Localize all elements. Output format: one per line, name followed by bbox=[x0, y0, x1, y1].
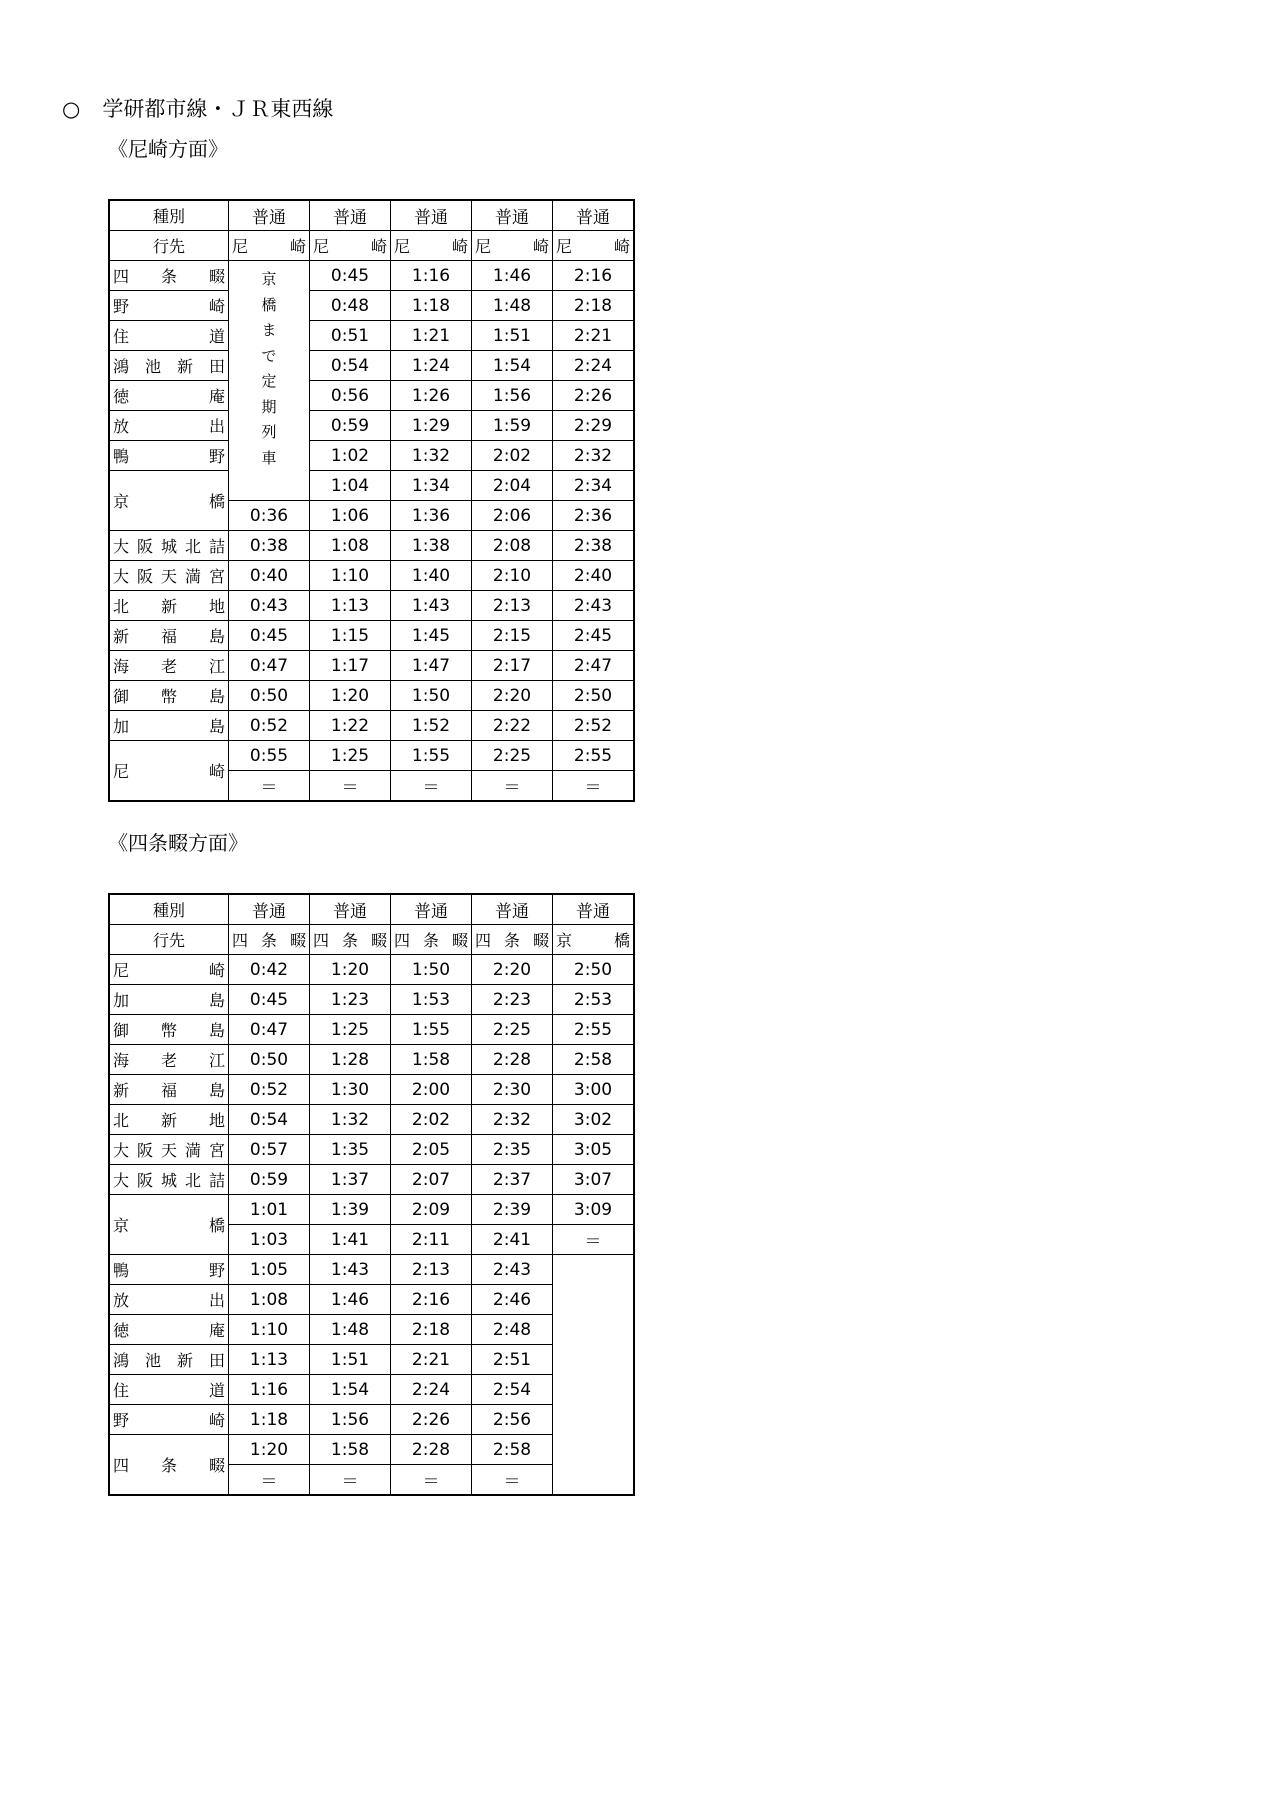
time-cell: 2:40 bbox=[553, 561, 635, 591]
time-cell: 1:13 bbox=[229, 1345, 310, 1375]
time-cell: 0:45 bbox=[310, 261, 391, 291]
section-heading-shijonawate: 《四条畷方面》 bbox=[108, 831, 248, 855]
time-cell: 1:45 bbox=[391, 621, 472, 651]
time-cell: 2:28 bbox=[391, 1435, 472, 1465]
station-name: 京橋 bbox=[109, 471, 229, 531]
time-cell: 0:54 bbox=[310, 351, 391, 381]
table-row bbox=[109, 321, 634, 351]
time-cell: 0:47 bbox=[229, 1015, 310, 1045]
table-row bbox=[109, 591, 634, 621]
station-name: 大阪城北詰 bbox=[109, 1165, 229, 1195]
time-cell: 2:09 bbox=[391, 1195, 472, 1225]
station-name: 加島 bbox=[109, 985, 229, 1015]
time-cell: 1:52 bbox=[391, 711, 472, 741]
time-cell: 1:03 bbox=[229, 1225, 310, 1255]
time-cell: 2:50 bbox=[553, 955, 635, 985]
table-row bbox=[109, 621, 634, 651]
time-cell: 1:48 bbox=[472, 291, 553, 321]
train-destination: 四 条 畷 bbox=[229, 925, 310, 955]
time-cell: 2:20 bbox=[472, 955, 553, 985]
time-cell: 2:25 bbox=[472, 741, 553, 771]
time-cell: 1:05 bbox=[229, 1255, 310, 1285]
time-cell: 3:00 bbox=[553, 1075, 635, 1105]
time-cell: 2:18 bbox=[553, 291, 635, 321]
time-cell: 0:40 bbox=[229, 561, 310, 591]
time-cell: 2:20 bbox=[472, 681, 553, 711]
time-cell: 0:54 bbox=[229, 1105, 310, 1135]
time-cell: ＝ bbox=[310, 1465, 391, 1496]
train-type: 普通 bbox=[553, 200, 635, 231]
time-cell: 2:16 bbox=[391, 1285, 472, 1315]
time-cell: 1:16 bbox=[391, 261, 472, 291]
time-cell: ＝ bbox=[310, 771, 391, 802]
time-cell: 1:43 bbox=[391, 591, 472, 621]
time-cell: 0:38 bbox=[229, 531, 310, 561]
time-cell: 1:35 bbox=[310, 1135, 391, 1165]
time-cell: 2:48 bbox=[472, 1315, 553, 1345]
note-char: 期 bbox=[261, 397, 277, 416]
time-cell: 2:50 bbox=[553, 681, 635, 711]
train-type: 普通 bbox=[229, 894, 310, 925]
page-title bbox=[62, 93, 333, 123]
time-cell: 1:41 bbox=[310, 1225, 391, 1255]
time-cell: 1:30 bbox=[310, 1075, 391, 1105]
station-name: 野崎 bbox=[109, 1405, 229, 1435]
time-cell: 1:58 bbox=[391, 1045, 472, 1075]
time-cell: 2:23 bbox=[472, 985, 553, 1015]
time-cell: 3:05 bbox=[553, 1135, 635, 1165]
table-row bbox=[109, 1045, 634, 1075]
time-cell: 0:48 bbox=[310, 291, 391, 321]
header-row-type bbox=[109, 894, 634, 925]
time-cell: 0:50 bbox=[229, 1045, 310, 1075]
note-char: で bbox=[261, 346, 277, 365]
time-cell: 1:10 bbox=[310, 561, 391, 591]
time-cell: 1:23 bbox=[310, 985, 391, 1015]
train-type: 普通 bbox=[310, 200, 391, 231]
time-cell: 1:13 bbox=[310, 591, 391, 621]
time-cell: 1:06 bbox=[310, 501, 391, 531]
time-cell: 1:18 bbox=[229, 1405, 310, 1435]
train-destination: 尼 崎 bbox=[553, 231, 635, 261]
time-cell: 2:39 bbox=[472, 1195, 553, 1225]
time-cell: 2:10 bbox=[472, 561, 553, 591]
time-cell: 1:46 bbox=[310, 1285, 391, 1315]
table-row bbox=[109, 441, 634, 471]
time-cell: 1:54 bbox=[310, 1375, 391, 1405]
time-cell: 1:25 bbox=[310, 741, 391, 771]
time-cell: 1:22 bbox=[310, 711, 391, 741]
time-cell: 2:26 bbox=[553, 381, 635, 411]
table-row bbox=[109, 711, 634, 741]
table-row bbox=[109, 1135, 634, 1165]
time-cell: 0:51 bbox=[310, 321, 391, 351]
time-cell: 2:24 bbox=[391, 1375, 472, 1405]
station-name: 住道 bbox=[109, 321, 229, 351]
time-cell: 2:21 bbox=[391, 1345, 472, 1375]
table-row bbox=[109, 381, 634, 411]
time-cell: 2:05 bbox=[391, 1135, 472, 1165]
time-cell: 2:22 bbox=[472, 711, 553, 741]
time-cell: 1:16 bbox=[229, 1375, 310, 1405]
train-type: 普通 bbox=[553, 894, 635, 925]
time-cell: 1:04 bbox=[310, 471, 391, 501]
time-cell: 1:37 bbox=[310, 1165, 391, 1195]
section-heading-amagasaki: 《尼崎方面》 bbox=[108, 137, 228, 161]
time-cell: 2:38 bbox=[553, 531, 635, 561]
time-cell: 1:26 bbox=[391, 381, 472, 411]
note-char: 列 bbox=[261, 423, 277, 441]
station-name: 新福島 bbox=[109, 1075, 229, 1105]
time-cell: 1:32 bbox=[310, 1105, 391, 1135]
time-cell: 2:36 bbox=[553, 501, 635, 531]
circle-mark: ○ bbox=[62, 97, 81, 121]
station-name: 住道 bbox=[109, 1375, 229, 1405]
time-cell: 2:16 bbox=[553, 261, 635, 291]
station-name: 鴨野 bbox=[109, 1255, 229, 1285]
time-cell: 0:59 bbox=[229, 1165, 310, 1195]
time-cell: 1:34 bbox=[391, 471, 472, 501]
time-cell: 1:18 bbox=[391, 291, 472, 321]
time-cell: 1:17 bbox=[310, 651, 391, 681]
train-destination: 尼 崎 bbox=[310, 231, 391, 261]
time-cell: 2:13 bbox=[472, 591, 553, 621]
time-cell: 1:56 bbox=[310, 1405, 391, 1435]
time-cell: 2:08 bbox=[472, 531, 553, 561]
station-name: 尼崎 bbox=[109, 741, 229, 802]
time-cell: 2:32 bbox=[553, 441, 635, 471]
time-cell: 0:50 bbox=[229, 681, 310, 711]
time-cell: 0:45 bbox=[229, 621, 310, 651]
time-cell: 2:53 bbox=[553, 985, 635, 1015]
time-cell: 2:46 bbox=[472, 1285, 553, 1315]
time-cell: 1:10 bbox=[229, 1315, 310, 1345]
train-destination: 四 条 畷 bbox=[472, 925, 553, 955]
note-char: 車 bbox=[261, 448, 277, 467]
time-cell: 1:56 bbox=[472, 381, 553, 411]
destination-label: 行先 bbox=[109, 925, 229, 955]
time-cell: 1:20 bbox=[310, 955, 391, 985]
table-row bbox=[109, 1105, 634, 1135]
time-cell: ＝ bbox=[229, 1465, 310, 1496]
time-cell: 1:55 bbox=[391, 741, 472, 771]
time-cell: 1:58 bbox=[310, 1435, 391, 1465]
time-cell: 1:28 bbox=[310, 1045, 391, 1075]
time-cell: 1:43 bbox=[310, 1255, 391, 1285]
train-destination: 尼 崎 bbox=[229, 231, 310, 261]
time-cell: 1:32 bbox=[391, 441, 472, 471]
station-name: 放出 bbox=[109, 1285, 229, 1315]
table-row bbox=[109, 351, 634, 381]
time-cell: 1:25 bbox=[310, 1015, 391, 1045]
note-cell bbox=[229, 261, 310, 501]
station-name: 大阪天満宮 bbox=[109, 561, 229, 591]
time-cell: 1:39 bbox=[310, 1195, 391, 1225]
time-cell: 2:00 bbox=[391, 1075, 472, 1105]
station-name: 放出 bbox=[109, 411, 229, 441]
time-cell: 1:01 bbox=[229, 1195, 310, 1225]
time-cell: 2:06 bbox=[472, 501, 553, 531]
station-name: 北新地 bbox=[109, 591, 229, 621]
timetable-amagasaki bbox=[108, 199, 635, 802]
note-char: 定 bbox=[261, 372, 277, 390]
time-cell: 1:51 bbox=[472, 321, 553, 351]
time-cell: 2:56 bbox=[472, 1405, 553, 1435]
time-cell: 2:34 bbox=[553, 471, 635, 501]
table-row bbox=[109, 1195, 634, 1225]
time-cell: 0:52 bbox=[229, 1075, 310, 1105]
time-cell: 2:13 bbox=[391, 1255, 472, 1285]
train-destination: 尼 崎 bbox=[391, 231, 472, 261]
time-cell: 0:43 bbox=[229, 591, 310, 621]
station-name: 鴻池新田 bbox=[109, 351, 229, 381]
time-cell: 1:38 bbox=[391, 531, 472, 561]
time-cell: 2:52 bbox=[553, 711, 635, 741]
time-cell: 1:50 bbox=[391, 681, 472, 711]
header-row-type bbox=[109, 200, 634, 231]
time-cell: ＝ bbox=[229, 771, 310, 802]
header-row-destination bbox=[109, 925, 634, 955]
train-type: 普通 bbox=[472, 894, 553, 925]
table-row bbox=[109, 741, 634, 771]
time-cell: 2:11 bbox=[391, 1225, 472, 1255]
time-cell: 1:15 bbox=[310, 621, 391, 651]
time-cell: 2:43 bbox=[472, 1255, 553, 1285]
station-name: 加島 bbox=[109, 711, 229, 741]
time-cell: ＝ bbox=[472, 1465, 553, 1496]
time-cell: 1:40 bbox=[391, 561, 472, 591]
table-row bbox=[109, 561, 634, 591]
time-cell: 2:47 bbox=[553, 651, 635, 681]
time-cell: 1:29 bbox=[391, 411, 472, 441]
time-cell: 0:52 bbox=[229, 711, 310, 741]
time-cell: ＝ bbox=[553, 1225, 635, 1255]
time-cell: 1:36 bbox=[391, 501, 472, 531]
table-row bbox=[109, 471, 634, 501]
station-name: 北新地 bbox=[109, 1105, 229, 1135]
time-cell: 1:55 bbox=[391, 1015, 472, 1045]
time-cell: 2:21 bbox=[553, 321, 635, 351]
table-row bbox=[109, 1075, 634, 1105]
time-cell: 1:21 bbox=[391, 321, 472, 351]
table-row bbox=[109, 531, 634, 561]
table-row bbox=[109, 985, 634, 1015]
station-name: 御幣島 bbox=[109, 681, 229, 711]
time-cell: 2:55 bbox=[553, 741, 635, 771]
type-label: 種別 bbox=[109, 894, 229, 925]
train-destination: 四 条 畷 bbox=[310, 925, 391, 955]
time-cell: ＝ bbox=[391, 771, 472, 802]
time-cell: 2:55 bbox=[553, 1015, 635, 1045]
time-cell: 3:02 bbox=[553, 1105, 635, 1135]
time-cell: 2:41 bbox=[472, 1225, 553, 1255]
time-cell: 0:57 bbox=[229, 1135, 310, 1165]
time-cell: 0:47 bbox=[229, 651, 310, 681]
table-row bbox=[109, 681, 634, 711]
time-cell: 2:18 bbox=[391, 1315, 472, 1345]
time-cell: 1:02 bbox=[310, 441, 391, 471]
table-row bbox=[109, 411, 634, 441]
time-cell: 0:55 bbox=[229, 741, 310, 771]
time-cell: 2:32 bbox=[472, 1105, 553, 1135]
train-destination: 尼 崎 bbox=[472, 231, 553, 261]
time-cell: 2:17 bbox=[472, 651, 553, 681]
time-cell: 2:02 bbox=[391, 1105, 472, 1135]
station-name: 京橋 bbox=[109, 1195, 229, 1255]
header-row-destination bbox=[109, 231, 634, 261]
time-cell: 3:09 bbox=[553, 1195, 635, 1225]
station-name: 四条畷 bbox=[109, 261, 229, 291]
table-row bbox=[109, 1015, 634, 1045]
table-row bbox=[109, 651, 634, 681]
timetable-shijonawate bbox=[108, 893, 635, 1496]
time-cell: 0:59 bbox=[310, 411, 391, 441]
time-cell: 1:48 bbox=[310, 1315, 391, 1345]
time-cell: 1:20 bbox=[310, 681, 391, 711]
time-cell: 2:45 bbox=[553, 621, 635, 651]
time-cell: 2:29 bbox=[553, 411, 635, 441]
time-cell: 2:30 bbox=[472, 1075, 553, 1105]
table-row bbox=[109, 291, 634, 321]
table-row bbox=[109, 955, 634, 985]
destination-label: 行先 bbox=[109, 231, 229, 261]
time-cell: 2:26 bbox=[391, 1405, 472, 1435]
train-type: 普通 bbox=[472, 200, 553, 231]
station-name: 野崎 bbox=[109, 291, 229, 321]
time-cell: 3:07 bbox=[553, 1165, 635, 1195]
time-cell: 2:51 bbox=[472, 1345, 553, 1375]
time-cell: 1:46 bbox=[472, 261, 553, 291]
time-cell: 2:15 bbox=[472, 621, 553, 651]
train-type: 普通 bbox=[391, 894, 472, 925]
time-cell: 2:25 bbox=[472, 1015, 553, 1045]
station-name: 大阪天満宮 bbox=[109, 1135, 229, 1165]
time-cell: 2:02 bbox=[472, 441, 553, 471]
time-cell: 2:58 bbox=[553, 1045, 635, 1075]
station-name: 海老江 bbox=[109, 1045, 229, 1075]
station-name: 鴨野 bbox=[109, 441, 229, 471]
time-cell: 1:54 bbox=[472, 351, 553, 381]
table-row bbox=[109, 1255, 634, 1285]
time-cell: 1:51 bbox=[310, 1345, 391, 1375]
time-cell: 2:43 bbox=[553, 591, 635, 621]
train-type: 普通 bbox=[310, 894, 391, 925]
time-cell: 1:24 bbox=[391, 351, 472, 381]
note-char: ま bbox=[261, 321, 277, 339]
title-text: 学研都市線・ＪＲ東西線 bbox=[102, 97, 334, 121]
station-name: 尼崎 bbox=[109, 955, 229, 985]
train-type: 普通 bbox=[229, 200, 310, 231]
station-name: 徳庵 bbox=[109, 381, 229, 411]
station-name: 海老江 bbox=[109, 651, 229, 681]
time-cell: 1:53 bbox=[391, 985, 472, 1015]
empty-cell bbox=[553, 1255, 635, 1496]
time-cell: 1:08 bbox=[229, 1285, 310, 1315]
time-cell: 2:35 bbox=[472, 1135, 553, 1165]
time-cell: ＝ bbox=[391, 1465, 472, 1496]
time-cell: 1:08 bbox=[310, 531, 391, 561]
time-cell: 1:59 bbox=[472, 411, 553, 441]
time-cell: 2:37 bbox=[472, 1165, 553, 1195]
train-destination: 京 橋 bbox=[553, 925, 635, 955]
note-char: 橋 bbox=[261, 295, 277, 314]
station-name: 新福島 bbox=[109, 621, 229, 651]
time-cell: 1:50 bbox=[391, 955, 472, 985]
station-name: 鴻池新田 bbox=[109, 1345, 229, 1375]
time-cell: ＝ bbox=[553, 771, 635, 802]
time-cell: 1:47 bbox=[391, 651, 472, 681]
time-cell: 2:07 bbox=[391, 1165, 472, 1195]
station-name: 徳庵 bbox=[109, 1315, 229, 1345]
time-cell: 2:54 bbox=[472, 1375, 553, 1405]
time-cell: 2:24 bbox=[553, 351, 635, 381]
note-char: 京 bbox=[261, 270, 277, 288]
station-name: 四条畷 bbox=[109, 1435, 229, 1496]
train-destination: 四 条 畷 bbox=[391, 925, 472, 955]
time-cell: 0:56 bbox=[310, 381, 391, 411]
time-cell: 2:04 bbox=[472, 471, 553, 501]
train-type: 普通 bbox=[391, 200, 472, 231]
time-cell: 2:58 bbox=[472, 1435, 553, 1465]
station-name: 大阪城北詰 bbox=[109, 531, 229, 561]
time-cell: 0:45 bbox=[229, 985, 310, 1015]
time-cell: 1:20 bbox=[229, 1435, 310, 1465]
time-cell: ＝ bbox=[472, 771, 553, 802]
time-cell: 0:36 bbox=[229, 501, 310, 531]
time-cell: 2:28 bbox=[472, 1045, 553, 1075]
time-cell: 0:42 bbox=[229, 955, 310, 985]
type-label: 種別 bbox=[109, 200, 229, 231]
station-name: 御幣島 bbox=[109, 1015, 229, 1045]
table-row bbox=[109, 1165, 634, 1195]
table-row bbox=[109, 261, 634, 291]
